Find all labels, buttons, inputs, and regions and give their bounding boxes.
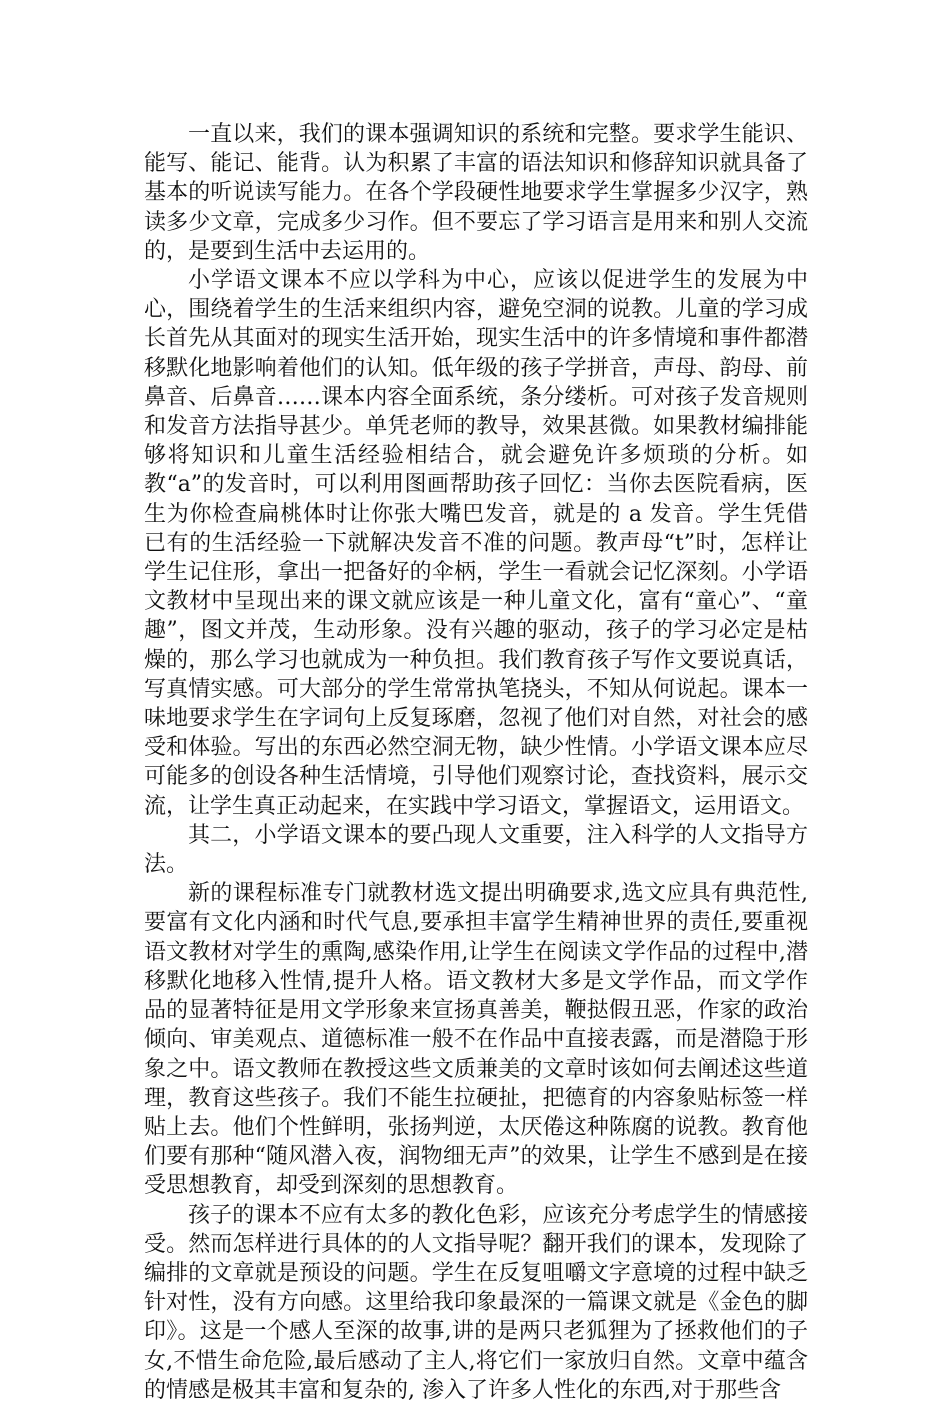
paragraph-3: 其二，小学语文课本的要凸现人文重要，注入科学的人文指导方法。 (144, 822, 808, 878)
document-page (144, 120, 808, 1405)
paragraph-4: 新的课程标准专门就教材选文提出明确要求,选文应具有典范性,要富有文化内涵和时代气息,要承担丰富学生精神世界的责任,要重视语文教材对学生的熏陶,感染作用,让学生在阅读文学作品的过程中,潜移默化地移入性情,提升人格。语文教材大多是文学作品，而文学作品的显著特征是用文学形象来宣扬真善美，鞭挞假丑恶，作家的政治倾向、审美观点、道德标准一般不在作品中直接表露，而是潜隐于形象之中。语文教师在教授这些文质兼美的文章时该如何去阐述这些道理，教育这些孩子。我们不能生拉硬扯，把德育的内容象贴标签一样贴上去。他们个性鲜明，张扬判逆，太厌倦这种陈腐的说教。教育他们要有那种“随风潜入夜，润物细无声”的效果，让学生不感到是在接受思想教育，却受到深刻的思想教育。 (144, 881, 808, 1199)
paragraph-2: 小学语文课本不应以学科为中心，应该以促进学生的发展为中心，围绕着学生的生活来组织内容，避免空洞的说教。儿童的学习成长首先从其面对的现实生活开始，现实生活中的许多情境和事件都潜移默化地影响着他们的认知。低年级的孩子学拼音，声母、韵母、前鼻音、后鼻音……课本内容全面系统，条分缕析。可对孩子发音规则和发音方法指导甚少。单凭老师的教导，效果甚微。如果教材编排能够将知识和儿童生活经验相结合，就会避免许多烦琐的分析。如教“a”的发音时，可以利用图画帮助孩子回忆：当你去医院看病，医生为你检查扁桃体时让你张大嘴巴发音，就是的 a 发音。学生凭借已有的生活经验一下就解决发音不准的问题。教声母“t”时，怎样让学生记住形，拿出一把备好的伞柄，学生一看就会记忆深刻。小学语文教材中呈现出来的课文就应该是一种儿童文化，富有“童心”、“童趣”，图文并茂，生动形象。没有兴趣的驱动，孩子的学习必定是枯燥的，那么学习也就成为一种负担。我们教育孩子写作文要说真话，写真情实感。可大部分的学生常常执笔挠头，不知从何说起。课本一味地要求学生在字词句上反复琢磨，忽视了他们对自然，对社会的感受和体验。写出的东西必然空洞无物，缺少性情。小学语文课本应尽可能多的创设各种生活情境，引导他们观察讨论，查找资料，展示交流，让学生真正动起来，在实践中学习语文，掌握语文，运用语文。 (144, 268, 808, 819)
paragraph-1: 一直以来，我们的课本强调知识的系统和完整。要求学生能识、能写、能记、能背。认为积累了丰富的语法知识和修辞知识就具备了基本的听说读写能力。在各个学段硬性地要求学生掌握多少汉字，熟读多少文章，完成多少习作。但不要忘了学习语言是用来和别人交流的，是要到生活中去运用的。 (144, 122, 808, 264)
paragraph-5: 孩子的课本不应有太多的教化色彩，应该充分考虑学生的情感接受。然而怎样进行具体的的人文指导呢？翻开我们的课本，发现除了编排的文章就是预设的问题。学生在反复咀嚼文字意境的过程中缺乏针对性，没有方向感。这里给我印象最深的一篇课文就是《金色的脚印》。这是一个感人至深的故事,讲的是两只老狐狸为了拯救他们的子女,不惜生命危险,最后感动了主人,将它们一家放归自然。文章中蕴含的情感是极其丰富和复杂的, 渗入了许多人性化的东西,对于那些含 (144, 1202, 808, 1403)
